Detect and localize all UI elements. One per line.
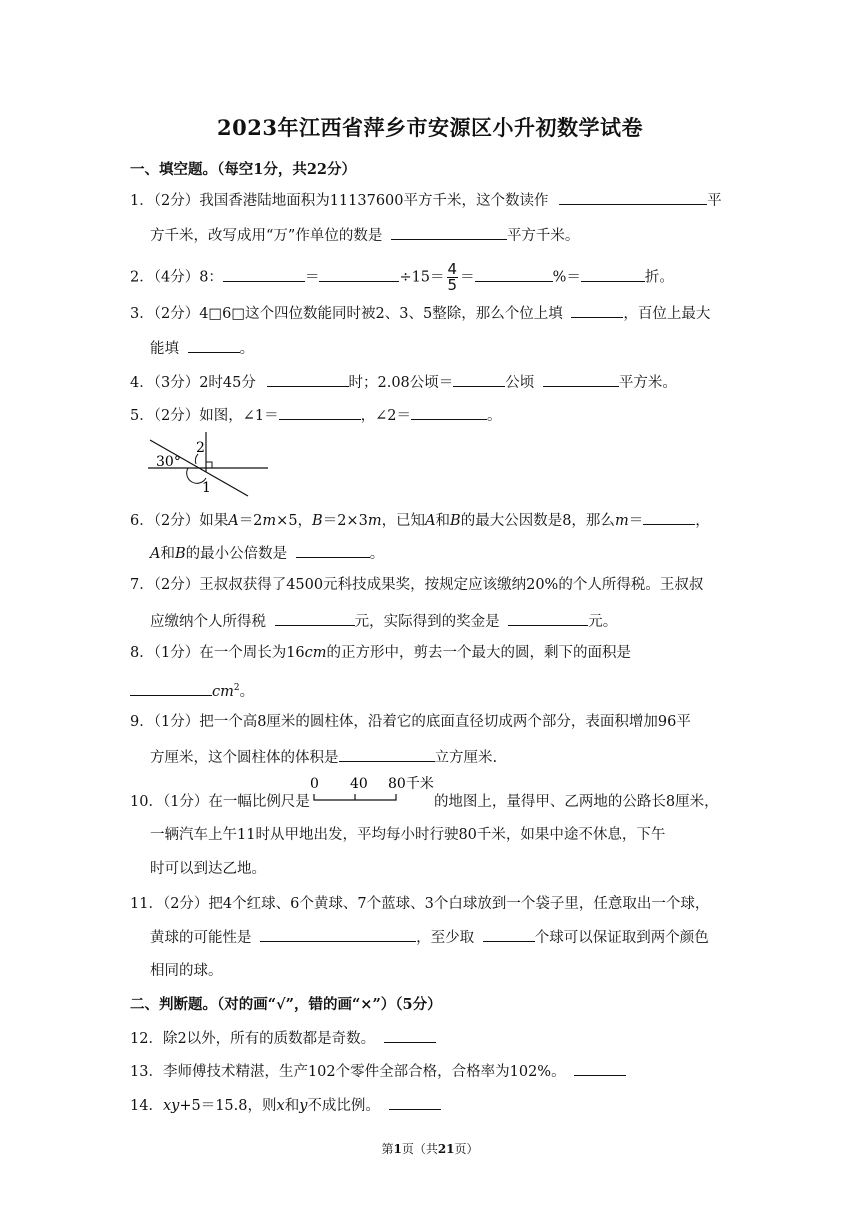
answer-blank[interactable] xyxy=(475,267,553,282)
answer-blank[interactable] xyxy=(188,338,240,353)
question-11-line-2: 黄球的可能性是 ，至少取 个球可以保证取到两个颜色 xyxy=(150,927,709,948)
answer-blank[interactable] xyxy=(453,372,505,387)
question-1-line-2: 方千米，改写成用“万”作单位的数是 平方千米。 xyxy=(150,225,579,246)
scale-ruler xyxy=(314,794,396,800)
question-8-line-1: 8．（1分）在一个周长为16cm的正方形中，剪去一个最大的圆，剩下的面积是 xyxy=(130,645,632,661)
answer-blank[interactable] xyxy=(223,267,305,282)
scale-label-80: 80千米 xyxy=(388,776,434,792)
question-11-line-1: 11．（2分）把4个红球、6个黄球、7个蓝球、3个白球放到一个袋子里，任意取出一个球， xyxy=(130,896,710,912)
question-9-line-1: 9．（1分）把一个高8厘米的圆柱体，沿着它的底面直径切成两个部分，表面积增加96平 xyxy=(130,714,691,730)
question-7-line-2: 应缴纳个人所得税 元，实际得到的奖金是 元。 xyxy=(150,611,617,632)
angle-1-label: 1 xyxy=(202,480,211,496)
answer-blank[interactable] xyxy=(391,225,507,240)
answer-blank[interactable] xyxy=(411,405,487,420)
answer-blank[interactable] xyxy=(483,927,535,942)
answer-blank[interactable] xyxy=(384,1028,436,1043)
scale-label-40: 40 xyxy=(350,776,368,792)
answer-blank[interactable] xyxy=(581,267,645,282)
answer-blank[interactable] xyxy=(319,267,399,282)
answer-blank[interactable] xyxy=(574,1061,626,1076)
question-10-line-3: 时可以到达乙地。 xyxy=(150,861,266,877)
question-9-line-2: 方厘米，这个圆柱体的体积是 立方厘米. xyxy=(150,747,497,768)
answer-blank[interactable] xyxy=(559,190,707,205)
question-10-line-2: 一辆汽车上午11时从甲地出发，平均每小时行驶80千米，如果中途不休息，下午 xyxy=(150,827,666,843)
section-true-false-heading: 二、判断题。（对的画“√”，错的画“×”）（5分） xyxy=(130,996,442,1013)
answer-blank[interactable] xyxy=(130,681,212,696)
answer-blank[interactable] xyxy=(543,372,619,387)
answer-blank[interactable] xyxy=(267,372,349,387)
question-5: 5．（2分）如图，∠1＝ ，∠2＝ 。 xyxy=(130,405,501,426)
angle-30-label: 30° xyxy=(156,454,181,470)
question-7-line-1: 7．（2分）王叔叔获得了4500元科技成果奖，按规定应该缴纳20%的个人所得税。王叔叔 xyxy=(130,577,704,593)
right-angle-mark xyxy=(206,462,212,468)
question-4: 4．（3分）2时45分 时；2.08公顷＝ 公顷 平方米。 xyxy=(130,372,677,393)
question-6-line-1: 6．（2分）如果A＝2m×5，B＝2×3m，已知A和B的最大公因数是8，那么m＝ ， xyxy=(130,510,710,531)
page-footer: 第1页（共21页） xyxy=(381,1142,479,1156)
answer-blank[interactable] xyxy=(296,543,370,558)
answer-blank[interactable] xyxy=(339,747,435,762)
question-8-line-2: $cm^2$。 xyxy=(130,678,254,702)
question-6-line-2: A和B的最小公倍数是 。 xyxy=(150,543,384,564)
answer-blank[interactable] xyxy=(643,510,695,525)
answer-blank[interactable] xyxy=(571,303,623,318)
scale-bar xyxy=(310,772,436,806)
question-13: 13．李师傅技术精湛，生产102个零件全部合格，合格率为102%。 xyxy=(130,1061,626,1082)
question-2: 2．（4分）8： ＝ ÷15＝ $\frac{4}{5}$ ＝ %＝ 折。 xyxy=(130,260,674,294)
question-3-line-2: 能填 。 xyxy=(150,338,254,359)
question-1-line-1: 1．（2分）我国香港陆地面积为11137600平方千米，这个数读作 平 xyxy=(130,190,722,211)
answer-blank[interactable] xyxy=(508,611,588,626)
question-3-line-1: 3．（2分）4□6□这个四位数能同时被2、3、5整除，那么个位上填 ，百位上最大 xyxy=(130,303,710,324)
angle-2-label: 2 xyxy=(196,440,205,456)
angle-figure xyxy=(140,428,280,500)
scale-label-0: 0 xyxy=(310,776,319,792)
question-11-line-3: 相同的球。 xyxy=(150,963,223,979)
question-14: 14．xy+5＝15.8，则x和y不成比例。 xyxy=(130,1095,441,1116)
question-12: 12．除2以外，所有的质数都是奇数。 xyxy=(130,1028,436,1049)
answer-blank[interactable] xyxy=(275,611,355,626)
page-title: 2023年江西省萍乡市安源区小升初数学试卷 xyxy=(217,115,643,140)
question-10-line-1: 10．（1分）在一幅比例尺是 的地图上，量得甲、乙两地的公路长8厘米， xyxy=(130,794,719,810)
answer-blank[interactable] xyxy=(389,1095,441,1110)
fraction-four-fifths: $\frac{4}{5}$ xyxy=(447,260,458,294)
answer-blank[interactable] xyxy=(260,927,416,942)
section-fill-in-heading: 一、填空题。（每空1分，共22分） xyxy=(130,161,357,178)
answer-blank[interactable] xyxy=(279,405,361,420)
